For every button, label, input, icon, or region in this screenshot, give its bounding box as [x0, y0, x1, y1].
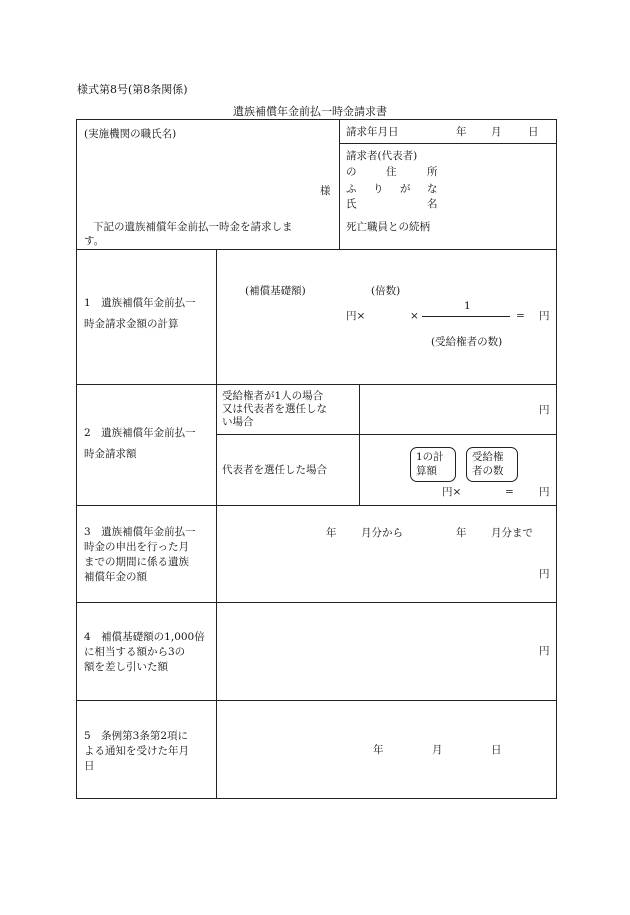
furigana-char-4: な	[427, 183, 438, 195]
furigana-char-3: が	[400, 183, 411, 195]
requester-label: 請求者(代表者)	[346, 150, 418, 162]
holders-count-line2: 者の数	[472, 465, 504, 477]
form-title: 遺族補償年金前払一時金請求書	[233, 105, 387, 118]
request-text-continued: す。	[84, 235, 105, 247]
period-to-year: 年	[456, 527, 467, 539]
name-char-2: 名	[427, 198, 438, 210]
section-5-label: 5 条例第3条第2項に よる通知を受けた年月 日	[84, 730, 189, 772]
case-single-yen: 円	[539, 404, 550, 416]
section-1-label: 1 遺族補償年金前払一 時金請求金額の計算	[84, 297, 196, 330]
notice-day: 日	[491, 744, 502, 756]
section-3-label-line3: までの期間に係る遺族	[84, 556, 189, 568]
section-4-label: 4 補償基礎額の1,000倍 に相当する額から3の 額を差し引いた額	[84, 631, 205, 673]
case-single-holder-line3: い場合	[222, 416, 254, 428]
furigana-char-1: ふ	[346, 183, 357, 195]
fraction-bar	[422, 316, 510, 317]
request-date-label: 請求年月日	[346, 126, 399, 138]
period-from-month: 月分から	[361, 527, 403, 539]
section-3-label: 3 遺族補償年金前払一 時金の申出を行った月 までの期間に係る遺族 補償年金の額	[84, 526, 196, 583]
form-number: 様式第8号(第8条関係)	[77, 83, 188, 96]
equals-sign: =	[516, 310, 525, 322]
address-char-3: 所	[427, 166, 438, 178]
case-rep-yen-times: 円×	[442, 486, 462, 498]
request-text: 下記の遺族補償年金前払一時金を請求しま	[93, 221, 293, 233]
period-from-year: 年	[326, 527, 337, 539]
holders-count-line1: 受給権	[472, 451, 504, 463]
notice-year: 年	[373, 744, 384, 756]
section-3-label-line4: 補償年金の額	[84, 571, 147, 583]
case-representative: 代表者を選任した場合	[222, 464, 327, 476]
fraction-numerator: 1	[464, 300, 471, 312]
address-char-2: 住	[386, 166, 397, 178]
section-4-label-line2: に相当する額から3の	[84, 646, 186, 658]
request-date-year: 年	[456, 126, 467, 138]
section-5-label-line2: よる通知を受けた年月	[84, 745, 189, 757]
furigana-char-2: り	[373, 183, 384, 195]
section-5-label-line3: 日	[84, 760, 95, 772]
honorific: 様	[320, 185, 331, 197]
relation-label: 死亡職員との続柄	[346, 221, 430, 233]
section-4-label-line3: 額を差し引いた額	[84, 661, 168, 673]
name-char-1: 氏	[346, 198, 357, 210]
address-char-1: の	[346, 166, 357, 178]
section-2-label: 2 遺族補償年金前払一 時金請求額	[84, 427, 196, 460]
case-rep-yen: 円	[539, 486, 550, 498]
period-to-month: 月分まで	[491, 527, 533, 539]
section-3-label-line2: 時金の申出を行った月	[84, 541, 189, 553]
yen-times: 円×	[346, 310, 366, 322]
calc-amount-line2: 算額	[416, 465, 437, 477]
denominator-label: (受給権者の数)	[431, 336, 503, 348]
addressee-label: (実施機関の職氏名)	[84, 128, 177, 140]
request-date-month: 月	[491, 126, 502, 138]
section-3-yen: 円	[539, 568, 550, 580]
section-1-label-line2: 時金請求金額の計算	[84, 318, 179, 330]
request-date-day: 日	[528, 126, 539, 138]
case-single-holder: 受給権者が1人の場合 又は代表者を選任しな い場合	[222, 390, 327, 428]
calc-amount-line1: 1の計	[416, 451, 444, 463]
base-amount-label: (補償基礎額)	[245, 285, 306, 297]
notice-month: 月	[432, 744, 443, 756]
case-rep-equals: =	[505, 486, 514, 498]
times-sign: ×	[410, 310, 419, 322]
case-single-holder-line2: 又は代表者を選任しな	[222, 403, 327, 415]
section-4-yen: 円	[539, 645, 550, 657]
multiplier-label: (倍数)	[371, 285, 401, 297]
section-2-label-line2: 時金請求額	[84, 448, 137, 460]
result-yen: 円	[539, 310, 550, 322]
